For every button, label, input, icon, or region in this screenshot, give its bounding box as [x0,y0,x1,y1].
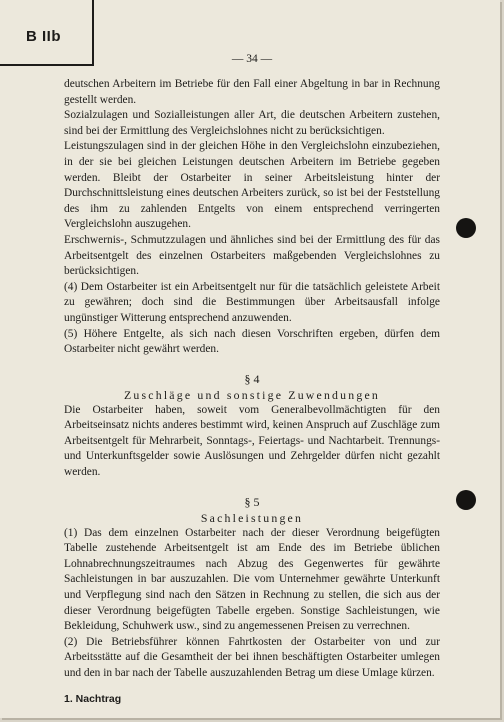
section-4-heading [64,372,440,403]
punch-hole-icon [456,490,476,510]
paragraph-performance-allowances: Leistungszulagen sind in der gleichen Höhe in den Vergleichslohn einzubeziehen, in der sie bei gleichen Leistungen deutschen Arbeitern im Betriebe gegeben werden. Bleibt der Ostarbeiter in seiner Arbeitsleistung hinter der Durchschnittsleistung eines deutschen Arbeiters zurück, so ist bei der Feststellung des ihm zu zahlenden Entgelts von einem entsprechend verringerten Vergleichslohn auszugehen. [64,140,440,231]
section-tab-label: B IIb [26,28,61,45]
paragraph-5: (5) Höhere Entgelte, als sich nach diesen Vorschriften ergeben, dürfen dem Ostarbeiter nicht gewährt werden. [64,327,440,356]
section-5-title: Sachleistungen [200,510,304,525]
paragraph-4: (4) Dem Ostarbeiter ist ein Arbeitsentgelt nur für die tatsächlich geleistete Arbeit zu gewähren; doch sind die Bestimmungen über Arbeitsausfall infolge ungünstiger Witterung entsprechend anzuwenden. [64,280,440,324]
punch-hole-icon [456,218,476,238]
page-number: — 34 — [231,53,273,65]
paragraph-social-allowances: Sozialzulagen und Sozialleistungen aller Art, die deutschen Arbeitern zustehen, sind bei der Ermittlung des Vergleichslohnes nicht zu berücksichtigen. [64,109,440,137]
section-5-number: § 5 [244,494,260,509]
section-5-paragraph-2: (2) Die Betriebsführer können Fahrtkosten der Ostarbeiter von und zur Arbeitsstätte auf die Gesamtheit der bei ihnen beschäftigten Ostarbeiter umlegen und den in bar nach der Tabelle auszuzahlenden Betrag um diese Umlage kürzen. [64,635,440,679]
supplement-note: 1. Nachtrag [64,692,122,705]
section-4-number: § 4 [244,371,260,386]
paragraph-hardship-allowances: Erschwernis-, Schmutzzulagen und ähnliches sind bei der Ermittlung des für das Arbeitsentgelt des einzelnen Ostarbeiters maßgebenden Vergleichslohnes zu berücksichtigen. [64,233,440,278]
section-4-text: Die Ostarbeiter haben, soweit vom Generalbevollmächtigten für den Arbeitseinsatz nichts anderes bestimmt wird, keinen Anspruch auf Zuschläge zum Arbeitsentgelt für Mehrarbeit, Sonntags-, Feiertags- und Nachtarbeit. Trennungs- und Unterkunftsgelder sowie Auslösungen und Zehrgelder dürfen nicht gezahlt werden. [64,403,440,479]
section-5-paragraph-1: (1) Das dem einzelnen Ostarbeiter nach der dieser Verordnung beigefügten Tabelle zustehende Arbeitsentgelt ist am Ende des im Betriebe üblichen Lohnabrechnungszeitraumes nach Abzug des Gegenwertes für gewährte Sachleistungen in bar auszuzahlen. Die vom Unternehmer gewährte Unterkunft und Verpflegung sind nach den Sätzen in Rechnung zu stellen, die sich aus der dieser Verordnung beigefügten Tabelle ergeben. Sonstige Sachleistungen, wie Bekleidung, Schuhwerk usw., sind zu angemessenen Preisen zu verrechnen. [64,526,440,633]
section-4-title: Zuschläge und sonstige Zuwendungen [124,387,380,402]
section-5-heading [64,495,440,526]
paragraph-continuation: deutschen Arbeitern im Betriebe für den Fall einer Abgeltung in bar in Rechnung gestellt werden. [64,78,440,106]
document-body [64,77,440,707]
